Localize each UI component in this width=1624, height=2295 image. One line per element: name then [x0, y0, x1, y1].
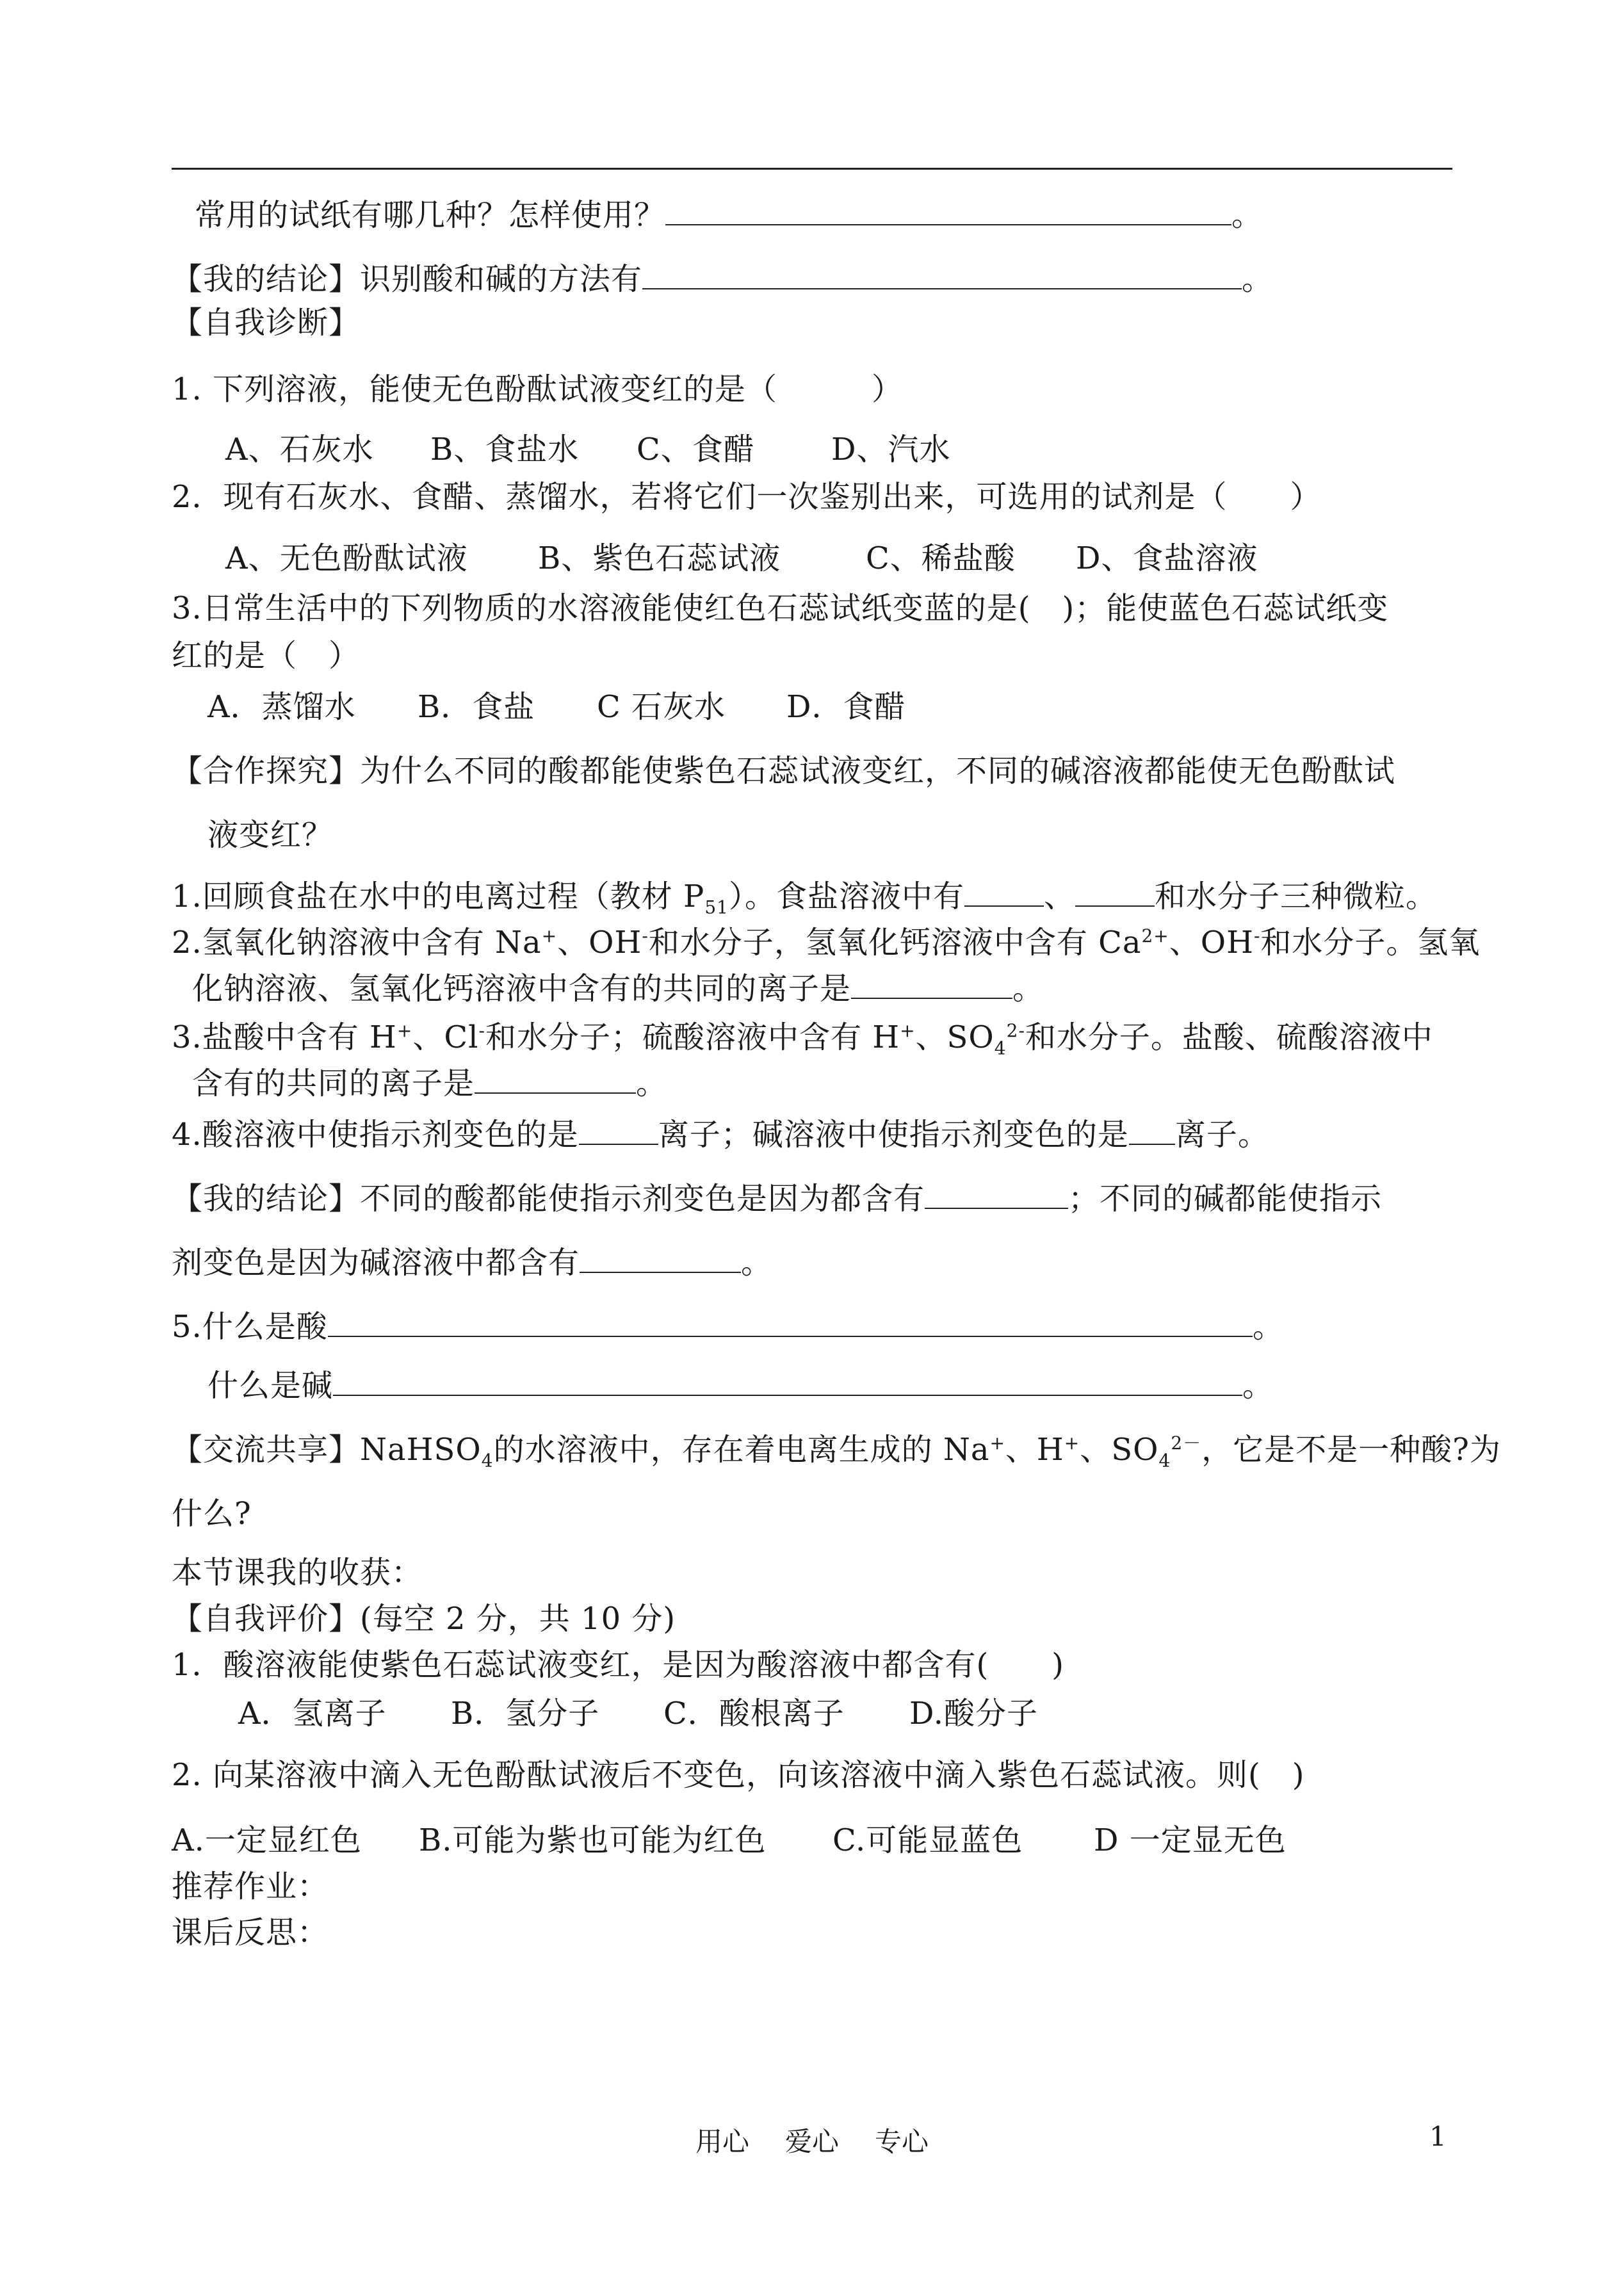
cooperative-inquiry-line-2: 液变红？ [207, 817, 334, 853]
option-d: D 一定显无色 [1094, 1822, 1287, 1858]
section-heading: 【交流共享】 [172, 1432, 361, 1468]
answer-blank[interactable] [580, 1244, 741, 1273]
inquiry-item-2: 2.氢氧化钠溶液中含有 Na+、OH-和水分子，氢氧化钙溶液中含有 $Ca^{2+}$、OH-和水分子。氢氧 [172, 925, 1481, 961]
option-c: C、稀盐酸 [866, 540, 1016, 576]
option-a: A．氢离子 [238, 1696, 387, 1731]
section-heading: 【我的结论】 [172, 1181, 361, 1217]
answer-blank[interactable] [328, 1308, 1253, 1337]
diagnosis-question-3-options [207, 686, 906, 727]
answer-blank[interactable] [1075, 877, 1155, 907]
answer-blank[interactable] [642, 260, 1242, 289]
option-b: B．食盐 [418, 689, 535, 725]
footer-motto: 用心 爱心 专心 [695, 2126, 929, 2157]
answer-blank[interactable] [475, 1064, 636, 1094]
inquiry-item-3-line-2: 含有的共同的离子是 。 [192, 1066, 668, 1101]
option-b: B、食盐水 [430, 432, 580, 467]
option-d: D．食醋 [786, 689, 906, 725]
answer-blank[interactable] [964, 877, 1044, 907]
option-d: D.酸分子 [909, 1696, 1039, 1731]
answer-blank[interactable] [1129, 1115, 1175, 1145]
inquiry-item-3: 3.盐酸中含有 H+、Cl-和水分子；硫酸溶液中含有 H+、$SO_4^{2-}$和水分子。盐酸、硫酸溶液中 [172, 1019, 1433, 1059]
header-rule [172, 168, 1452, 170]
diagnosis-question-3-line-2: 红的是（ ） [172, 638, 361, 674]
diagnosis-question-2-options [225, 538, 1258, 579]
option-d: D、食盐溶液 [1076, 540, 1258, 576]
exchange-share: 【交流共享】NaHSO$_4$的水溶液中，存在着电离生成的 Na+、H+、$SO_4^{2-}$，它是不是一种酸?为 [172, 1432, 1501, 1472]
diagnosis-question-1: 1. 下列溶液，能使无色酚酞试液变红的是（ ） [172, 371, 904, 407]
inquiry-item-5-acid: 5.什么是酸 。 [172, 1309, 1284, 1345]
evaluation-question-1: 1．酸溶液能使紫色石蕊试液变红，是因为酸溶液中都含有( ) [172, 1647, 1064, 1683]
exchange-share-line-2: 什么? [172, 1496, 252, 1532]
section-heading: 【我的结论】 [172, 261, 361, 297]
diagnosis-question-3-line-1: 3.日常生活中的下列物质的水溶液能使红色石蕊试纸变蓝的是( )；能使蓝色石蕊试纸变 [172, 590, 1389, 626]
question-test-paper: 常用的试纸有哪几种？怎样使用？ 。 [195, 197, 1263, 233]
conclusion-2: 【我的结论】不同的酸都能使指示剂变色是因为都含有 ；不同的碱都能使指示 [172, 1181, 1383, 1217]
answer-blank[interactable] [925, 1180, 1068, 1209]
option-d: D、汽水 [831, 432, 951, 467]
evaluation-question-2-options [172, 1820, 1287, 1861]
option-c: C、食醋 [637, 432, 755, 467]
conclusion-1: 【我的结论】识别酸和碱的方法有 。 [172, 261, 1274, 297]
reflection-label: 课后反思： [172, 1915, 329, 1950]
option-c: C 石灰水 [597, 689, 726, 725]
section-heading: 【合作探究】 [172, 753, 361, 789]
option-b: B.可能为紫也可能为红色 [419, 1822, 767, 1858]
option-b: B、紫色石蕊试液 [538, 540, 781, 576]
section-heading-diagnosis: 【自我诊断】 [172, 305, 361, 341]
evaluation-question-2: 2. 向某溶液中滴入无色酚酞试液后不变色，向该溶液中滴入紫色石蕊试液。则( ) [172, 1757, 1305, 1793]
section-heading: 【自我评价】 [172, 1601, 361, 1637]
option-a: A.一定显红色 [172, 1822, 362, 1858]
inquiry-item-5-base: 什么是碱 。 [207, 1368, 1274, 1404]
answer-blank[interactable] [579, 1115, 658, 1145]
option-b: B．氢分子 [451, 1696, 600, 1731]
option-c: C．酸根离子 [663, 1696, 845, 1731]
homework-label: 推荐作业： [172, 1869, 329, 1904]
answer-blank[interactable] [333, 1366, 1242, 1396]
conclusion-2-line-2: 剂变色是因为碱溶液中都含有 。 [172, 1245, 773, 1281]
inquiry-item-4: 4.酸溶液中使指示剂变色的是 离子；碱溶液中使指示剂变色的是 离子。 [172, 1117, 1269, 1153]
option-a: A、石灰水 [225, 432, 374, 467]
evaluation-question-1-options [238, 1693, 1038, 1734]
inquiry-item-2-line-2: 化钠溶液、氢氧化钙溶液中含有的共同的离子是 。 [192, 971, 1044, 1007]
answer-blank[interactable] [851, 969, 1012, 999]
diagnosis-question-1-options [225, 429, 951, 470]
harvest-label: 本节课我的收获： [172, 1555, 423, 1591]
inquiry-item-1: 1.回顾食盐在水中的电离过程（教材 $P_{51}$）。食盐溶液中有 、 和水分子三种微粒。 [172, 879, 1438, 918]
page-number: 1 [1429, 2121, 1447, 2152]
answer-blank[interactable] [665, 196, 1231, 225]
self-evaluation: 【自我评价】(每空 2 分，共 10 分) [172, 1601, 676, 1637]
diagnosis-question-2: 2．现有石灰水、食醋、蒸馏水，若将它们一次鉴别出来，可选用的试剂是（ ） [172, 479, 1322, 515]
cooperative-inquiry: 【合作探究】为什么不同的酸都能使紫色石蕊试液变红，不同的碱溶液都能使无色酚酞试 [172, 753, 1396, 789]
option-a: A．蒸馏水 [207, 689, 356, 725]
option-a: A、无色酚酞试液 [225, 540, 468, 576]
option-c: C.可能显蓝色 [832, 1822, 1023, 1858]
